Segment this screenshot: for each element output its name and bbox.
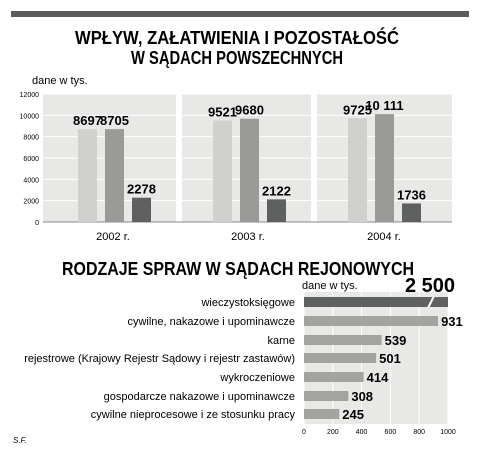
chart1-value-label: 9725	[343, 102, 372, 118]
chart1-bar	[348, 118, 367, 222]
chart1-bar	[267, 199, 286, 222]
chart2-value-label: 308	[351, 389, 374, 404]
chart2-value-label: 414	[366, 370, 389, 385]
chart1-bar	[132, 198, 151, 222]
chart2-category-label: gospodarcze nakazowe i upominawcze	[103, 391, 295, 403]
chart2-bar	[304, 335, 382, 345]
chart1-bar	[402, 203, 421, 222]
chart1-title-line1: WPŁYW, ZAŁATWIENIA I POZOSTAŁOŚĆ	[75, 28, 426, 48]
chart1-category-label: 2002 r.	[96, 231, 130, 243]
chart2-bar	[304, 353, 376, 363]
chart1-ytick-label: 6000	[23, 156, 39, 163]
chart2-value-label: 245	[342, 407, 364, 422]
chart1-ytick-label: 12000	[19, 92, 39, 99]
chart2-bar	[304, 409, 339, 419]
chart2-xtick-label: 400	[355, 429, 368, 436]
chart2-category-label: karne	[267, 335, 295, 347]
chart1-title-line2: W SĄDACH POWSZECHNYCH	[131, 48, 343, 68]
chart1-ytick-label: 8000	[23, 134, 39, 142]
chart1-category-label: 2003 r.	[231, 231, 265, 243]
chart2-category-label: wieczystoksięgowe	[201, 297, 295, 309]
chart2-bar	[304, 316, 438, 326]
chart1-value-label: 2278	[127, 181, 156, 197]
chart2-value-label: 539	[384, 333, 407, 348]
chart1-value-label: 1736	[397, 187, 426, 203]
chart2-bar	[304, 297, 448, 307]
chart1-value-label: 9521	[208, 104, 237, 120]
chart2-xtick-label: 200	[326, 429, 339, 436]
chart1-ylabel: dane w tys.	[32, 75, 88, 87]
chart2-category-label: cywilne, nakazowe i upominawcze	[127, 316, 295, 328]
chart1-value-label: 8697	[73, 113, 102, 129]
chart1-bar	[375, 114, 394, 222]
chart1-bar	[240, 119, 259, 222]
chart2-bar	[304, 391, 348, 401]
chart1-value-label: 10 111	[365, 98, 404, 114]
chart1-value-label: 2122	[262, 183, 291, 199]
source-note: S.F.	[13, 436, 27, 445]
chart1-ytick-label: 10000	[19, 113, 39, 121]
chart1-ytick-label: 4000	[23, 177, 39, 185]
chart2-category-label: rejestrowe (Krajowy Rejestr Sądowy i rejestr zastawów)	[24, 353, 295, 365]
chart1-bar	[78, 129, 97, 222]
chart2-bar	[304, 372, 364, 382]
chart2-xtick-label: 0	[302, 429, 306, 436]
chart1-category-label: 2004 r.	[367, 231, 401, 243]
chart1-bar	[213, 120, 232, 222]
chart2-xtick-label: 600	[384, 429, 397, 436]
chart2-xtick-label: 800	[413, 429, 426, 436]
chart2-category-label: wykroczeniowe	[220, 372, 295, 384]
chart2-category-label: cywilne nieprocesowe i ze stosunku pracy	[90, 409, 295, 421]
chart1-ytick-label: 2000	[23, 198, 39, 206]
chart2-xtick-label: 1000	[440, 429, 456, 436]
chart1-value-label: 9680	[235, 102, 264, 118]
chart1-bar	[105, 129, 124, 222]
chart1-value-label: 8705	[100, 113, 129, 129]
top-bar	[11, 11, 469, 17]
chart2-title: RODZAJE SPRAW W SĄDACH REJONOWYCH	[62, 259, 414, 279]
chart1-plot	[20, 92, 452, 243]
chart2-xlabel: dane w tys.	[302, 280, 358, 292]
chart2-value-label: 2 500	[404, 275, 456, 297]
chart2-value-label: 931	[441, 314, 463, 329]
chart2-value-label: 501	[379, 351, 401, 366]
chart1-ytick-label: 0	[35, 220, 39, 227]
